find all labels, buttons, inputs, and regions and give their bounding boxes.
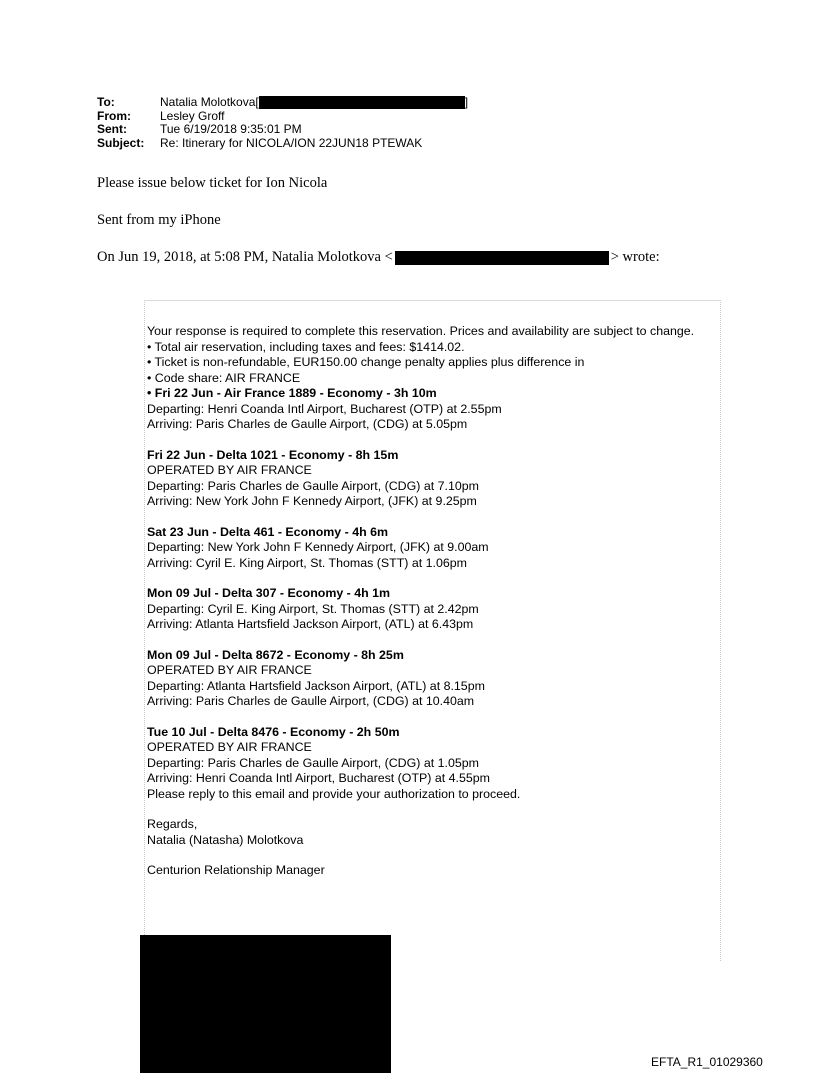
flight-arriving: Arriving: Paris Charles de Gaulle Airport, (CDG) at 5.05pm — [147, 417, 468, 431]
wrote-line — [97, 249, 660, 266]
flight-title: • Fri 22 Jun - Air France 1889 - Economy - 3h 10m — [147, 386, 437, 400]
to-row — [97, 96, 468, 110]
to-label: To: — [97, 95, 115, 109]
flight-departing: Departing: Henri Coanda Intl Airport, Bucharest (OTP) at 2.55pm — [147, 401, 502, 416]
quoted-message — [147, 324, 722, 879]
signer-role: Centurion Relationship Manager — [147, 863, 325, 877]
flight-operated: OPERATED BY AIR FRANCE — [147, 463, 312, 477]
bullet-ticket: • Ticket is non-refundable, EUR150.00 change penalty applies plus difference in — [147, 355, 585, 369]
flight-operated: OPERATED BY AIR FRANCE — [147, 663, 312, 677]
sent-label: Sent: — [97, 122, 127, 137]
closing-text: Please reply to this email and provide your authorization to proceed. — [147, 786, 521, 801]
flight-departing: Departing: Paris Charles de Gaulle Airport, (CDG) at 1.05pm — [147, 755, 479, 770]
signer-name: Natalia (Natasha) Molotkova — [147, 832, 304, 847]
flight-arriving: Arriving: Paris Charles de Gaulle Airport, (CDG) at 10.40am — [147, 694, 475, 708]
flight-arriving: Arriving: New York John F Kennedy Airport, (JFK) at 9.25pm — [147, 494, 477, 508]
redaction-bar — [395, 251, 609, 265]
email-header — [97, 96, 468, 150]
flight-title: Tue 10 Jul - Delta 8476 - Economy - 2h 50m — [147, 724, 400, 739]
flight-departing: Departing: Paris Charles de Gaulle Airport, (CDG) at 7.10pm — [147, 478, 479, 493]
wrote-suffix: > wrote: — [610, 249, 660, 265]
flight-arriving: Arriving: Atlanta Hartsfield Jackson Airport, (ATL) at 6.43pm — [147, 617, 474, 631]
reply-line: Please issue below ticket for Ion Nicola — [97, 175, 328, 191]
flight-title: Mon 09 Jul - Delta 307 - Economy - 4h 1m — [147, 586, 391, 600]
bullet-total: • Total air reservation, including taxes and fees: $1414.02. — [147, 339, 465, 354]
redaction-block — [140, 935, 391, 1073]
to-end: ] — [464, 95, 469, 109]
flight-arriving: Arriving: Cyril E. King Airport, St. Thomas (STT) at 1.06pm — [147, 555, 467, 570]
flight-departing: Departing: Cyril E. King Airport, St. Thomas (STT) at 2.42pm — [147, 601, 479, 616]
flight-title: Fri 22 Jun - Delta 1021 - Economy - 8h 15m — [147, 447, 399, 462]
wrote-prefix: On Jun 19, 2018, at 5:08 PM, Natalia Molotkova < — [97, 249, 393, 265]
flight-title: Sat 23 Jun - Delta 461 - Economy - 4h 6m — [147, 524, 389, 539]
sent-value: Tue 6/19/2018 9:35:01 PM — [160, 122, 302, 137]
subject-row — [97, 137, 468, 151]
flight-arriving: Arriving: Henri Coanda Intl Airport, Bucharest (OTP) at 4.55pm — [147, 771, 490, 785]
from-label: From: — [97, 108, 131, 123]
flight-operated: OPERATED BY AIR FRANCE — [147, 740, 312, 754]
flight-title: Mon 09 Jul - Delta 8672 - Economy - 8h 25m — [147, 647, 404, 662]
from-value: Lesley Groff — [160, 108, 225, 123]
flight-departing: Departing: Atlanta Hartsfield Jackson Airport, (ATL) at 8.15pm — [147, 678, 485, 693]
sent-row — [97, 123, 468, 137]
bullet-codeshare: • Code share: AIR FRANCE — [147, 370, 301, 385]
from-row — [97, 110, 468, 124]
intro-text: Your response is required to complete this reservation. Prices and availability are subject to change. — [147, 324, 695, 338]
flight-departing: Departing: New York John F Kennedy Airport, (JFK) at 9.00am — [147, 540, 489, 554]
regards-text: Regards, — [147, 817, 198, 831]
subject-value: Re: Itinerary for NICOLA/ION 22JUN18 PTEWAK — [160, 135, 423, 150]
subject-label: Subject: — [97, 135, 145, 150]
to-value: Natalia Molotkova[ — [160, 95, 259, 109]
signature-line: Sent from my iPhone — [97, 212, 221, 228]
redaction-bar — [259, 96, 465, 109]
document-id: EFTA_R1_01029360 — [651, 1055, 763, 1069]
